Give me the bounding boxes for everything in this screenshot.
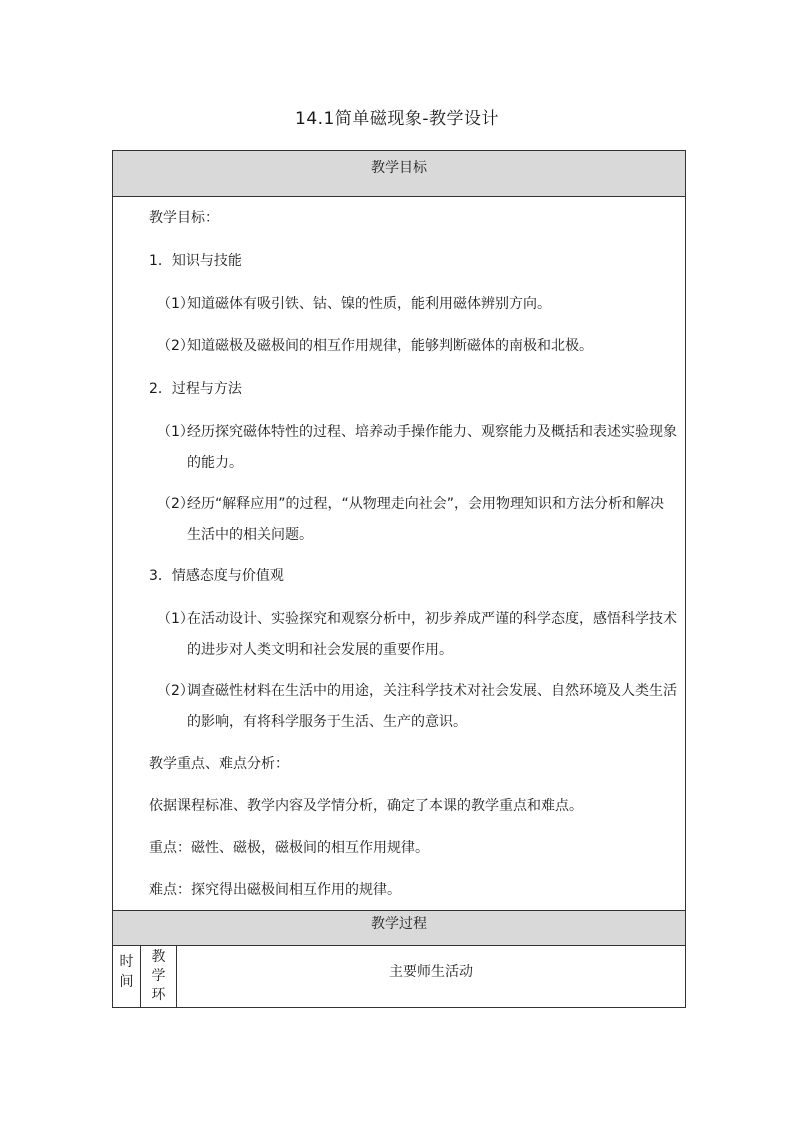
objectives-content: [113, 197, 685, 910]
item2-p1-line1: 经历探究磁体特性的过程、培养动手操作能力、观察能力及概括和表述实验现象: [187, 424, 677, 440]
column-main-activities: 主要师生活动: [389, 964, 473, 980]
column-stage-char: 教: [151, 949, 166, 965]
item3-p1-line1: 在活动设计、实验探究和观察分析中，初步养成严谨的科学态度，感悟科学技术: [187, 611, 677, 627]
item3-p2-line1: 调查磁性材料在生活中的用途，关注科学技术对社会发展、自然环境及人类生活: [187, 683, 677, 699]
difficult-point-text: 难点：探究得出磁极间相互作用的规律。: [149, 882, 401, 898]
document-title: 14.1简单磁现象-教学设计: [295, 109, 499, 129]
item3-heading: 3．情感态度与价值观: [149, 568, 284, 584]
item1-p2-num: （2）: [157, 338, 194, 354]
basis-text: 依据课程标准、教学内容及学情分析，确定了本课的教学重点和难点。: [149, 798, 583, 814]
column-time-char: 时: [119, 954, 134, 970]
item3-p1-line2: 的进步对人类文明和社会发展的重要作用。: [187, 642, 453, 658]
section-header-objectives: 教学目标: [113, 151, 685, 197]
item1-heading: 1．知识与技能: [149, 253, 242, 269]
section-header-process: 教学过程: [113, 910, 685, 946]
process-header-row: [113, 946, 685, 1009]
lesson-plan-table: [112, 150, 686, 1008]
item3-p2-line2: 的影响，有将科学服务于生活、生产的意识。: [187, 714, 467, 730]
item2-p1-line2: 的能力。: [187, 455, 243, 471]
item3-p1-num: （1）: [157, 611, 194, 627]
item2-p2-line1: 经历“解释应用”的过程，“从物理走向社会”，会用物理知识和方法分析和解决: [187, 496, 665, 512]
item3-p2-num: （2）: [157, 683, 194, 699]
column-stage-char: 环: [151, 987, 166, 1003]
item2-p2-num: （2）: [157, 496, 194, 512]
column-stage-char: 学: [151, 968, 166, 984]
column-stage: [141, 946, 177, 1007]
item1-p1-num: （1）: [157, 296, 194, 312]
item1-p2-text: 知道磁极及磁极间的相互作用规律，能够判断磁体的南极和北极。: [187, 338, 593, 354]
key-analysis-label: 教学重点、难点分析：: [149, 756, 289, 772]
column-time: [113, 946, 141, 1007]
item2-heading: 2．过程与方法: [149, 381, 242, 397]
item1-p1-text: 知道磁体有吸引铁、钴、镍的性质，能利用磁体辨别方向。: [187, 296, 551, 312]
goals-label: 教学目标：: [149, 210, 219, 226]
column-time-char: 间: [119, 974, 134, 990]
key-point-text: 重点：磁性、磁极，磁极间的相互作用规律。: [149, 840, 429, 856]
item2-p2-line2: 生活中的相关问题。: [187, 527, 313, 543]
item2-p1-num: （1）: [157, 424, 194, 440]
